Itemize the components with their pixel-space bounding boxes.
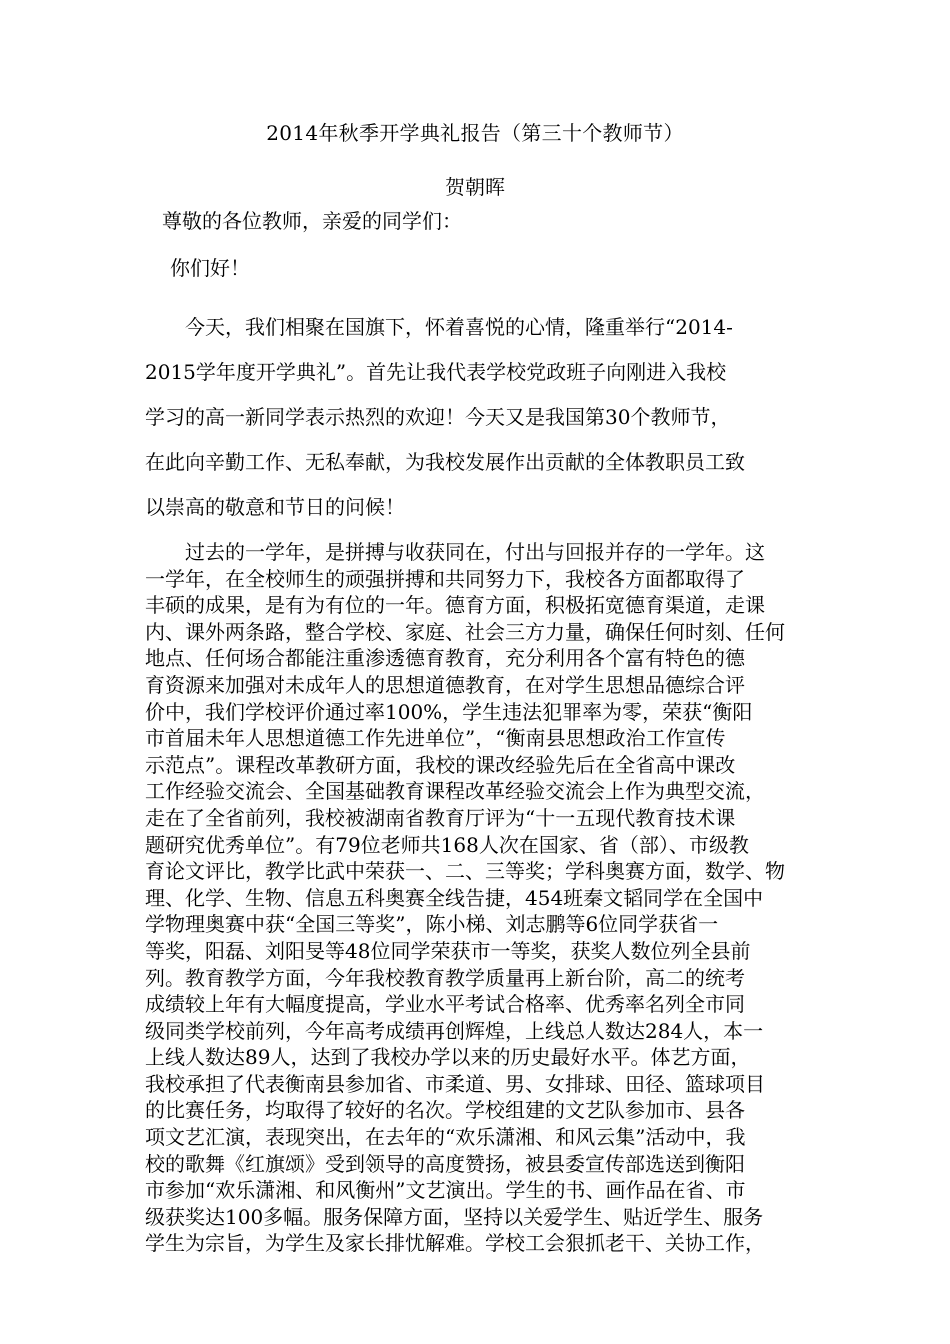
paragraph-line: 在此向辛勤工作、无私奉献，为我校发展作出贡献的全体教职员工致 [145,450,745,474]
paragraph-line: 育资源来加强对未成年人的思想道德教育，在对学生思想品德综合评 [145,672,745,697]
paragraph-line: 走在了全省前列，我校被湖南省教育厅评为“十一五现代教育技术课 [145,805,736,830]
paragraph-line: 过去的一学年，是拼搏与收获同在，付出与回报并存的一学年。这 [145,540,765,564]
paragraph-line: 示范点”。课程改革教研方面，我校的课改经验先后在全省高中课改 [145,752,736,777]
greeting: 你们好！ [170,256,250,280]
document-title: 2014年秋季开学典礼报告（第三十个教师节） [266,121,684,145]
paragraph-line: 级同类学校前列，今年高考成绩再创辉煌，上线总人数达284人，本一 [145,1018,764,1043]
paragraph-line: 列。教育教学方面，今年我校教育教学质量再上新台阶，高二的统考 [145,965,745,990]
salutation: 尊敬的各位教师，亲爱的同学们： [162,209,462,233]
paragraph-line: 2015学年度开学典礼”。首先让我代表学校党政班子向刚进入我校 [145,360,727,384]
author-name: 贺朝晖 [445,175,505,199]
paragraph-opening [145,305,811,530]
paragraph-line: 工作经验交流会、全国基础教育课程改革经验交流会上作为典型交流， [145,779,765,804]
paragraph-line: 题研究优秀单位”。有79位老师共168人次在国家、省（部）、市级教 [145,832,749,857]
paragraph-line: 级获奖达100多幅。服务保障方面，坚持以关爱学生、贴近学生、服务 [145,1204,764,1229]
paragraph-line: 我校承担了代表衡南县参加省、市柔道、男、女排球、田径、篮球项目 [145,1071,765,1096]
paragraph-line: 一学年，在全校师生的顽强拼搏和共同努力下，我校各方面都取得了 [145,566,745,591]
paragraph-line: 学习的高一新同学表示热烈的欢迎！今天又是我国第30个教师节， [145,405,731,429]
paragraph-line: 丰硕的成果，是有为有位的一年。德育方面，积极拓宽德育渠道，走课 [145,593,765,618]
paragraph-line: 以崇高的敬意和节日的问候！ [145,495,405,519]
paragraph-line: 今天，我们相聚在国旗下，怀着喜悦的心情，隆重举行“2014- [145,315,733,339]
paragraph-line: 上线人数达89人，达到了我校办学以来的历史最好水平。体艺方面， [145,1045,751,1070]
paragraph-line: 价中，我们学校评价通过率100%，学生违法犯罪率为零，荣获“衡阳 [145,699,753,724]
paragraph-line: 育论文评比，教学比武中荣获一、二、三等奖；学科奥赛方面，数学、物 [145,859,785,884]
paragraph-line: 的比赛任务，均取得了较好的名次。学校组建的文艺队参加市、县各 [145,1098,745,1123]
paragraph-line: 等奖，阳磊、刘阳旻等48位同学荣获市一等奖，获奖人数位列全县前 [145,938,751,963]
paragraph-line: 成绩较上年有大幅度提高，学业水平考试合格率、优秀率名列全市同 [145,992,745,1017]
paragraph-line: 地点、任何场合都能注重渗透德育教育，充分利用各个富有特色的德 [145,646,745,671]
paragraph-line: 市参加“欢乐潇湘、和风衡州”文艺演出。学生的书、画作品在省、市 [145,1178,746,1203]
paragraph-line: 市首届未年人思想道德工作先进单位”，“衡南县思想政治工作宣传 [145,726,726,751]
paragraph-line: 学物理奥赛中获“全国三等奖”，陈小梯、刘志鹏等6位同学获省一 [145,912,719,937]
paragraph-line: 校的歌舞《红旗颂》受到领导的高度赞扬，被县委宣传部选送到衡阳 [145,1151,745,1176]
paragraph-line: 内、课外两条路，整合学校、家庭、社会三方力量，确保任何时刻、任何 [145,619,785,644]
paragraph-line: 学生为宗旨，为学生及家长排忧解难。学校工会狠抓老干、关协工作， [145,1231,765,1256]
paragraph-line: 项文艺汇演，表现突出，在去年的“欢乐潇湘、和风云集”活动中，我 [145,1125,746,1150]
paragraph-line: 理、化学、生物、信息五科奥赛全线告捷，454班秦文韬同学在全国中 [145,885,764,910]
paragraph-review [145,539,811,1257]
